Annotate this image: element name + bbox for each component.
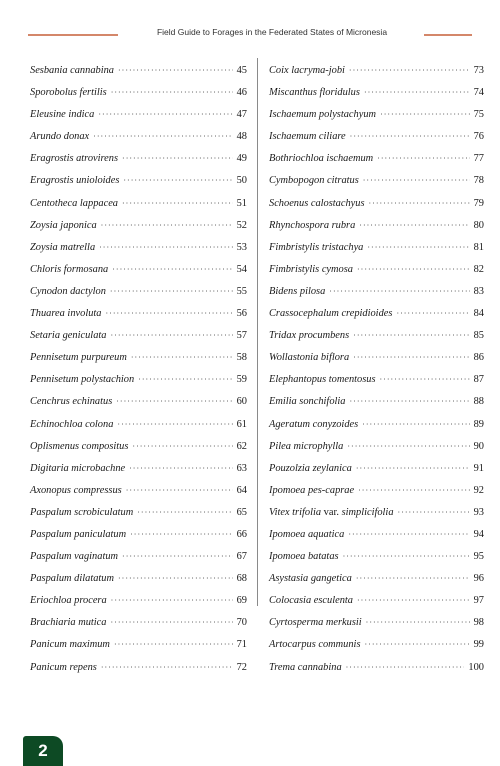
- toc-entry-name: Paspalum dilatatum: [30, 573, 114, 585]
- running-header: Field Guide to Forages in the Federated States of Micronesia: [156, 27, 388, 37]
- toc-entry-page: 81: [473, 241, 484, 253]
- toc-leader-dots: [380, 369, 470, 391]
- toc-entry-page: 97: [473, 595, 484, 607]
- toc-leader-dots: [132, 436, 232, 458]
- toc-entry-name: Ipomoea aquatica: [269, 528, 345, 540]
- toc-leader-dots: [357, 259, 470, 281]
- toc-entry[interactable]: [269, 458, 484, 480]
- toc-entry[interactable]: [269, 657, 484, 679]
- toc-entry-name: Wollastonia biflora: [269, 352, 350, 364]
- toc-leader-dots: [105, 303, 232, 325]
- toc-entry-name: Vitex trifolia var. simplicifolia: [269, 506, 394, 518]
- toc-entry-name: Zoysia japonica: [30, 219, 97, 231]
- toc-entry-name: Ipomoea pes-caprae: [269, 484, 355, 496]
- toc-leader-dots: [111, 82, 233, 104]
- toc-column-right: [269, 60, 484, 679]
- header-rule-left: [28, 34, 118, 36]
- toc-entry[interactable]: [30, 524, 247, 546]
- toc-entry[interactable]: [30, 193, 247, 215]
- toc-entry-page: 100: [468, 661, 484, 673]
- toc-entry-name: Setaria geniculata: [30, 330, 107, 342]
- toc-entry[interactable]: [269, 281, 484, 303]
- toc-entry-name: Ischaemum polystachyum: [269, 109, 377, 121]
- toc-entry-name: Rhynchospora rubra: [269, 219, 356, 231]
- toc-entry[interactable]: [269, 148, 484, 170]
- toc-leader-dots: [377, 148, 469, 170]
- toc-entry-page: 72: [236, 661, 247, 673]
- toc-entry-name: Arundo donax: [30, 131, 90, 143]
- toc-entry[interactable]: [30, 458, 247, 480]
- toc-entry-page: 50: [236, 175, 247, 187]
- table-of-contents: [30, 58, 484, 673]
- toc-leader-dots: [365, 634, 470, 656]
- toc-entry-page: 84: [473, 308, 484, 320]
- toc-leader-dots: [396, 303, 469, 325]
- toc-entry-page: 85: [473, 330, 484, 342]
- toc-entry-page: 88: [473, 396, 484, 408]
- toc-entry[interactable]: [269, 170, 484, 192]
- toc-leader-dots: [122, 148, 233, 170]
- toc-entry[interactable]: [269, 303, 484, 325]
- toc-entry-page: 52: [236, 219, 247, 231]
- toc-entry-name: Eriochloa procera: [30, 595, 107, 607]
- toc-entry-page: 67: [236, 551, 247, 563]
- toc-entry-name: Bidens pilosa: [269, 285, 326, 297]
- toc-entry-page: 75: [473, 109, 484, 121]
- toc-entry[interactable]: [30, 347, 247, 369]
- toc-entry[interactable]: [269, 82, 484, 104]
- toc-leader-dots: [359, 215, 469, 237]
- toc-leader-dots: [364, 82, 470, 104]
- toc-entry-name: Zoysia matrella: [30, 241, 96, 253]
- toc-entry[interactable]: [30, 281, 247, 303]
- toc-leader-dots: [362, 414, 469, 436]
- toc-entry-name: Pennisetum purpureum: [30, 352, 127, 364]
- toc-leader-dots: [110, 325, 232, 347]
- toc-entry-name: Chloris formosana: [30, 263, 109, 275]
- toc-entry-page: 57: [236, 330, 247, 342]
- toc-entry-name: Echinochloa colona: [30, 418, 114, 430]
- toc-leader-dots: [358, 480, 469, 502]
- toc-entry-page: 83: [473, 285, 484, 297]
- toc-entry[interactable]: [30, 502, 247, 524]
- toc-leader-dots: [138, 369, 232, 391]
- toc-leader-dots: [131, 347, 233, 369]
- toc-entry-name: Elephantopus tomentosus: [269, 374, 376, 386]
- toc-leader-dots: [114, 634, 233, 656]
- toc-entry[interactable]: [30, 391, 247, 413]
- toc-entry-page: 69: [236, 595, 247, 607]
- toc-entry-page: 59: [236, 374, 247, 386]
- toc-entry-name: Paspalum paniculatum: [30, 528, 127, 540]
- toc-entry-name: Fimbristylis tristachya: [269, 241, 364, 253]
- toc-entry[interactable]: [30, 126, 247, 148]
- toc-entry-name: Cynodon dactylon: [30, 285, 106, 297]
- toc-entry-page: 76: [473, 131, 484, 143]
- toc-entry[interactable]: [269, 568, 484, 590]
- toc-leader-dots: [129, 458, 232, 480]
- header-rule-right: [424, 34, 472, 36]
- toc-entry[interactable]: [269, 634, 484, 656]
- toc-entry[interactable]: [269, 347, 484, 369]
- toc-entry[interactable]: [30, 590, 247, 612]
- toc-entry-name: Pouzolzia zeylanica: [269, 462, 352, 474]
- toc-entry[interactable]: [269, 612, 484, 634]
- toc-leader-dots: [398, 502, 470, 524]
- toc-entry[interactable]: [30, 436, 247, 458]
- toc-entry-name: Crassocephalum crepidioides: [269, 308, 393, 320]
- toc-entry-page: 82: [473, 263, 484, 275]
- toc-entry[interactable]: [269, 60, 484, 82]
- toc-entry-page: 46: [236, 87, 247, 99]
- toc-entry[interactable]: [30, 148, 247, 170]
- toc-leader-dots: [347, 436, 469, 458]
- toc-entry[interactable]: [30, 259, 247, 281]
- toc-entry-name: Miscanthus floridulus: [269, 87, 360, 99]
- toc-entry-page: 66: [236, 528, 247, 540]
- toc-entry-page: 55: [236, 285, 247, 297]
- toc-leader-dots: [357, 590, 470, 612]
- toc-entry-page: 61: [236, 418, 247, 430]
- toc-entry-page: 91: [473, 462, 484, 474]
- toc-leader-dots: [346, 657, 465, 679]
- toc-entry-name: Trema cannabina: [269, 661, 342, 673]
- toc-leader-dots: [348, 524, 469, 546]
- toc-entry[interactable]: [269, 436, 484, 458]
- toc-leader-dots: [356, 458, 470, 480]
- toc-entry-name: Fimbristylis cymosa: [269, 263, 353, 275]
- toc-entry[interactable]: [30, 82, 247, 104]
- toc-entry-page: 98: [473, 617, 484, 629]
- toc-entry-name: Ischaemum ciliare: [269, 131, 346, 143]
- toc-entry-page: 71: [236, 639, 247, 651]
- toc-leader-dots: [118, 60, 233, 82]
- toc-entry-page: 73: [473, 65, 484, 76]
- toc-entry-page: 89: [473, 418, 484, 430]
- toc-leader-dots: [356, 568, 470, 590]
- toc-entry-page: 64: [236, 484, 247, 496]
- toc-column-left: [30, 60, 247, 679]
- page-number-badge: 2: [23, 736, 63, 766]
- toc-entry-name: Thuarea involuta: [30, 308, 102, 320]
- toc-leader-dots: [110, 281, 233, 303]
- toc-leader-dots: [349, 391, 469, 413]
- toc-leader-dots: [99, 237, 232, 259]
- toc-entry[interactable]: [269, 590, 484, 612]
- toc-entry[interactable]: [30, 104, 247, 126]
- toc-entry-name: Axonopus compressus: [30, 484, 122, 496]
- toc-entry-page: 47: [236, 109, 247, 121]
- toc-leader-dots: [353, 347, 469, 369]
- toc-leader-dots: [350, 126, 470, 148]
- toc-entry-name: Pilea microphylla: [269, 440, 344, 452]
- toc-entry-name: Paspalum vaginatum: [30, 551, 119, 563]
- toc-entry-name: Brachiaria mutica: [30, 617, 107, 629]
- toc-entry[interactable]: [269, 237, 484, 259]
- toc-entry-page: 48: [236, 131, 247, 143]
- toc-entry-page: 53: [236, 241, 247, 253]
- toc-entry-page: 93: [473, 506, 484, 518]
- toc-leader-dots: [130, 524, 233, 546]
- toc-entry-page: 74: [473, 87, 484, 99]
- toc-entry-name: Eragrostis atrovirens: [30, 153, 119, 165]
- toc-entry[interactable]: [269, 369, 484, 391]
- toc-leader-dots: [126, 480, 233, 502]
- toc-entry-name: Colocasia esculenta: [269, 595, 353, 607]
- toc-entry-page: 51: [236, 197, 247, 209]
- toc-entry-name: Coix lacryma-jobi: [269, 65, 345, 76]
- toc-entry-name: Asystasia gangetica: [269, 573, 352, 585]
- toc-entry[interactable]: [269, 524, 484, 546]
- toc-entry-name: Tridax procumbens: [269, 330, 350, 342]
- toc-entry-page: 87: [473, 374, 484, 386]
- toc-leader-dots: [101, 215, 233, 237]
- toc-entry-page: 65: [236, 506, 247, 518]
- toc-entry[interactable]: [30, 303, 247, 325]
- toc-entry-page: 60: [236, 396, 247, 408]
- toc-entry[interactable]: [269, 259, 484, 281]
- toc-leader-dots: [110, 612, 232, 634]
- toc-leader-dots: [369, 193, 470, 215]
- toc-leader-dots: [93, 126, 232, 148]
- toc-entry-name: Cymbopogon citratus: [269, 175, 359, 187]
- toc-entry[interactable]: [269, 104, 484, 126]
- toc-entry-name: Panicum repens: [30, 661, 97, 673]
- toc-entry-name: Paspalum scrobiculatum: [30, 506, 134, 518]
- toc-entry[interactable]: [269, 546, 484, 568]
- toc-entry-name: Panicum maximum: [30, 639, 110, 651]
- toc-leader-dots: [343, 546, 470, 568]
- toc-entry-name: Cyrtosperma merkusii: [269, 617, 362, 629]
- toc-entry-page: 45: [236, 65, 247, 76]
- toc-entry[interactable]: [30, 546, 247, 568]
- toc-entry[interactable]: [269, 502, 484, 524]
- toc-entry-name: Digitaria microbachne: [30, 462, 126, 474]
- toc-entry-name: Ageratum conyzoides: [269, 418, 359, 430]
- toc-entry[interactable]: [269, 414, 484, 436]
- toc-entry-page: 49: [236, 153, 247, 165]
- toc-leader-dots: [122, 193, 233, 215]
- toc-entry-page: 68: [236, 573, 247, 585]
- toc-entry[interactable]: [30, 369, 247, 391]
- toc-entry[interactable]: [30, 60, 247, 82]
- toc-entry-page: 54: [236, 263, 247, 275]
- toc-entry-name: Ipomoea batatas: [269, 551, 339, 563]
- toc-leader-dots: [118, 568, 233, 590]
- toc-entry-name: Oplismenus compositus: [30, 440, 129, 452]
- toc-leader-dots: [101, 657, 233, 679]
- toc-entry-page: 56: [236, 308, 247, 320]
- toc-leader-dots: [363, 170, 470, 192]
- toc-entry[interactable]: [30, 170, 247, 192]
- toc-entry-page: 79: [473, 197, 484, 209]
- toc-leader-dots: [98, 104, 232, 126]
- toc-entry-page: 70: [236, 617, 247, 629]
- toc-entry-page: 99: [473, 639, 484, 651]
- toc-entry-page: 94: [473, 528, 484, 540]
- toc-entry-name: Centotheca lappacea: [30, 197, 119, 209]
- toc-entry[interactable]: [269, 480, 484, 502]
- toc-leader-dots: [349, 60, 470, 82]
- toc-entry-page: 80: [473, 219, 484, 231]
- toc-leader-dots: [112, 259, 232, 281]
- toc-entry-name: Sporobolus fertilis: [30, 87, 107, 99]
- toc-entry-name: Eleusine indica: [30, 109, 95, 121]
- toc-entry-name: Sesbania cannabina: [30, 65, 114, 76]
- toc-entry[interactable]: [30, 657, 247, 679]
- toc-entry-page: 78: [473, 175, 484, 187]
- toc-entry[interactable]: [30, 325, 247, 347]
- toc-leader-dots: [117, 414, 232, 436]
- toc-leader-dots: [122, 546, 233, 568]
- toc-entry-page: 62: [236, 440, 247, 452]
- toc-entry[interactable]: [30, 612, 247, 634]
- column-divider: [257, 58, 258, 606]
- toc-entry-name: Artocarpus communis: [269, 639, 361, 651]
- toc-entry[interactable]: [30, 215, 247, 237]
- toc-entry[interactable]: [30, 634, 247, 656]
- toc-entry[interactable]: [30, 414, 247, 436]
- toc-entry[interactable]: [269, 325, 484, 347]
- toc-entry-page: 90: [473, 440, 484, 452]
- toc-entry[interactable]: [269, 391, 484, 413]
- toc-entry-page: 96: [473, 573, 484, 585]
- toc-leader-dots: [366, 612, 470, 634]
- toc-leader-dots: [111, 590, 233, 612]
- toc-entry-page: 92: [473, 484, 484, 496]
- toc-entry[interactable]: [30, 480, 247, 502]
- toc-leader-dots: [137, 502, 232, 524]
- toc-entry[interactable]: [269, 193, 484, 215]
- toc-entry[interactable]: [269, 215, 484, 237]
- toc-entry[interactable]: [30, 568, 247, 590]
- toc-leader-dots: [367, 237, 469, 259]
- toc-entry-name: Eragrostis unioloides: [30, 175, 120, 187]
- toc-entry-name: Schoenus calostachyus: [269, 197, 365, 209]
- toc-entry-name: Emilia sonchifolia: [269, 396, 346, 408]
- toc-entry-page: 95: [473, 551, 484, 563]
- toc-entry-page: 63: [236, 462, 247, 474]
- toc-entry-page: 77: [473, 153, 484, 165]
- toc-entry-page: 86: [473, 352, 484, 364]
- toc-leader-dots: [380, 104, 470, 126]
- toc-entry-name: Cenchrus echinatus: [30, 396, 113, 408]
- toc-entry[interactable]: [30, 237, 247, 259]
- toc-leader-dots: [116, 391, 232, 413]
- toc-leader-dots: [353, 325, 469, 347]
- toc-entry[interactable]: [269, 126, 484, 148]
- toc-entry-page: 58: [236, 352, 247, 364]
- toc-entry-name: Pennisetum polystachion: [30, 374, 135, 386]
- toc-leader-dots: [329, 281, 469, 303]
- toc-leader-dots: [123, 170, 232, 192]
- toc-entry-name: Bothriochloa ischaemum: [269, 153, 374, 165]
